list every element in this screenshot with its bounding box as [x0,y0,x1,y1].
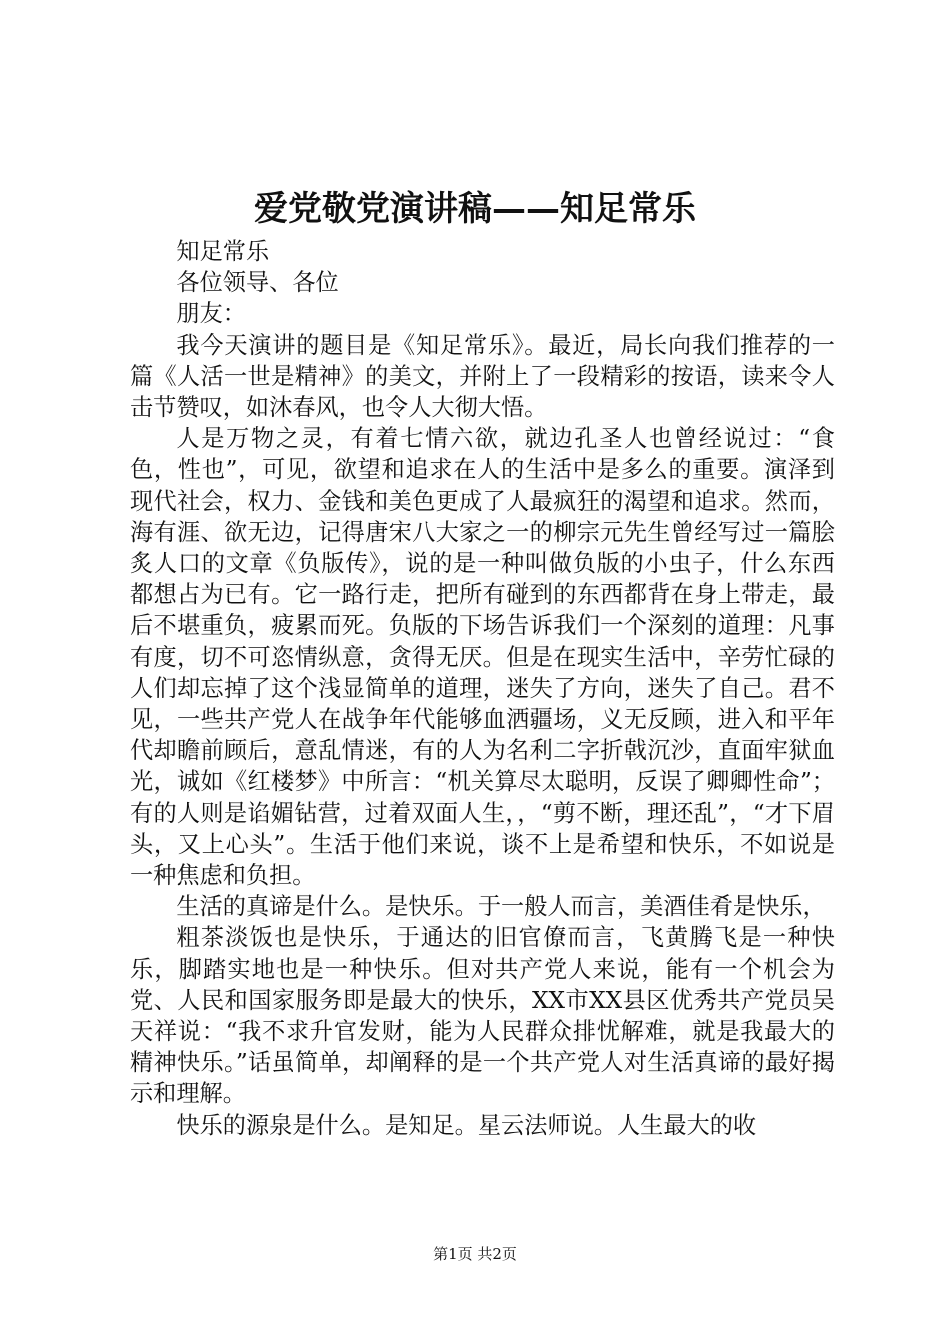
paragraph: 各位领导、各位 [176,269,339,297]
paragraph: 生活的真谛是什么。是快乐。于一般人而言，美酒佳肴是快乐， [176,893,826,921]
paragraph: 人是万物之灵，有着七情六欲，就边孔圣人也曾经说过：“食色，性也”，可见，欲望和追求在人的生活中是多么的重要。演泽到现代社会，权力、金钱和美色更成了人最疯狂的渴望和追求。然而，海有涯、欲无边，记得唐宋八大家之一的柳宗元先生曾经写过一篇脍炙人口的文章《负版传》，说的是一种叫做负版的小虫子，什么东西都想占为已有。它一路行走，把所有碰到的东西都背在身上带走，最后不堪重负，疲累而死。负版的下场告诉我们一个深刻的道理：凡事有度，切不可恣情纵意，贪得无厌。但是在现实生活中，辛劳忙碌的人们却忘掉了这个浅显简单的道理，迷失了方向，迷失了自己。君不见，一些共产党人在战争年代能够血洒疆场，义无反顾，进入和平年代却瞻前顾后，意乱情迷，有的人为名利二字折戟沉沙，直面牢狱血光，诚如《红楼梦》中所言：“机关算尽太聪明，反误了卿卿性命”；有的人则是谄媚钻营，过着双面人生，，“剪不断，理还乱”，“才下眉头，又上心头”。生活于他们来说，谈不上是希望和快乐，不如说是一种焦虑和负担。 [130,425,835,890]
paragraph: 粗茶淡饭也是快乐，于通达的旧官僚而言，飞黄腾飞是一种快乐，脚踏实地也是一种快乐。但对共产党人来说，能有一个机会为党、人民和国家服务即是最大的快乐，XX市XX县区优秀共产党员吴天祥说：“我不求升官发财，能为人民群众排忧解难，就是我最大的精神快乐。”话虽简单，却阐释的是一个共产党人对生活真谛的最好揭示和理解。 [130,924,835,1108]
paragraph: 知足常乐 [176,238,270,265]
document-title: 爱党敬党演讲稿——知足常乐 [254,189,696,229]
paragraph: 朋友： [176,300,246,328]
paragraph: 快乐的源泉是什么。是知足。星云法师说。人生最大的收 [176,1111,757,1139]
paragraph: 我今天演讲的题目是《知足常乐》。最近，局长向我们推荐的一篇《人活一世是精神》的美文，并附上了一段精彩的按语，读来令人击节赞叹，如沐春风，也令人大彻大悟。 [130,331,835,422]
document-body [130,236,835,1141]
page-number-footer: 第1页 共2页 [433,1245,517,1263]
